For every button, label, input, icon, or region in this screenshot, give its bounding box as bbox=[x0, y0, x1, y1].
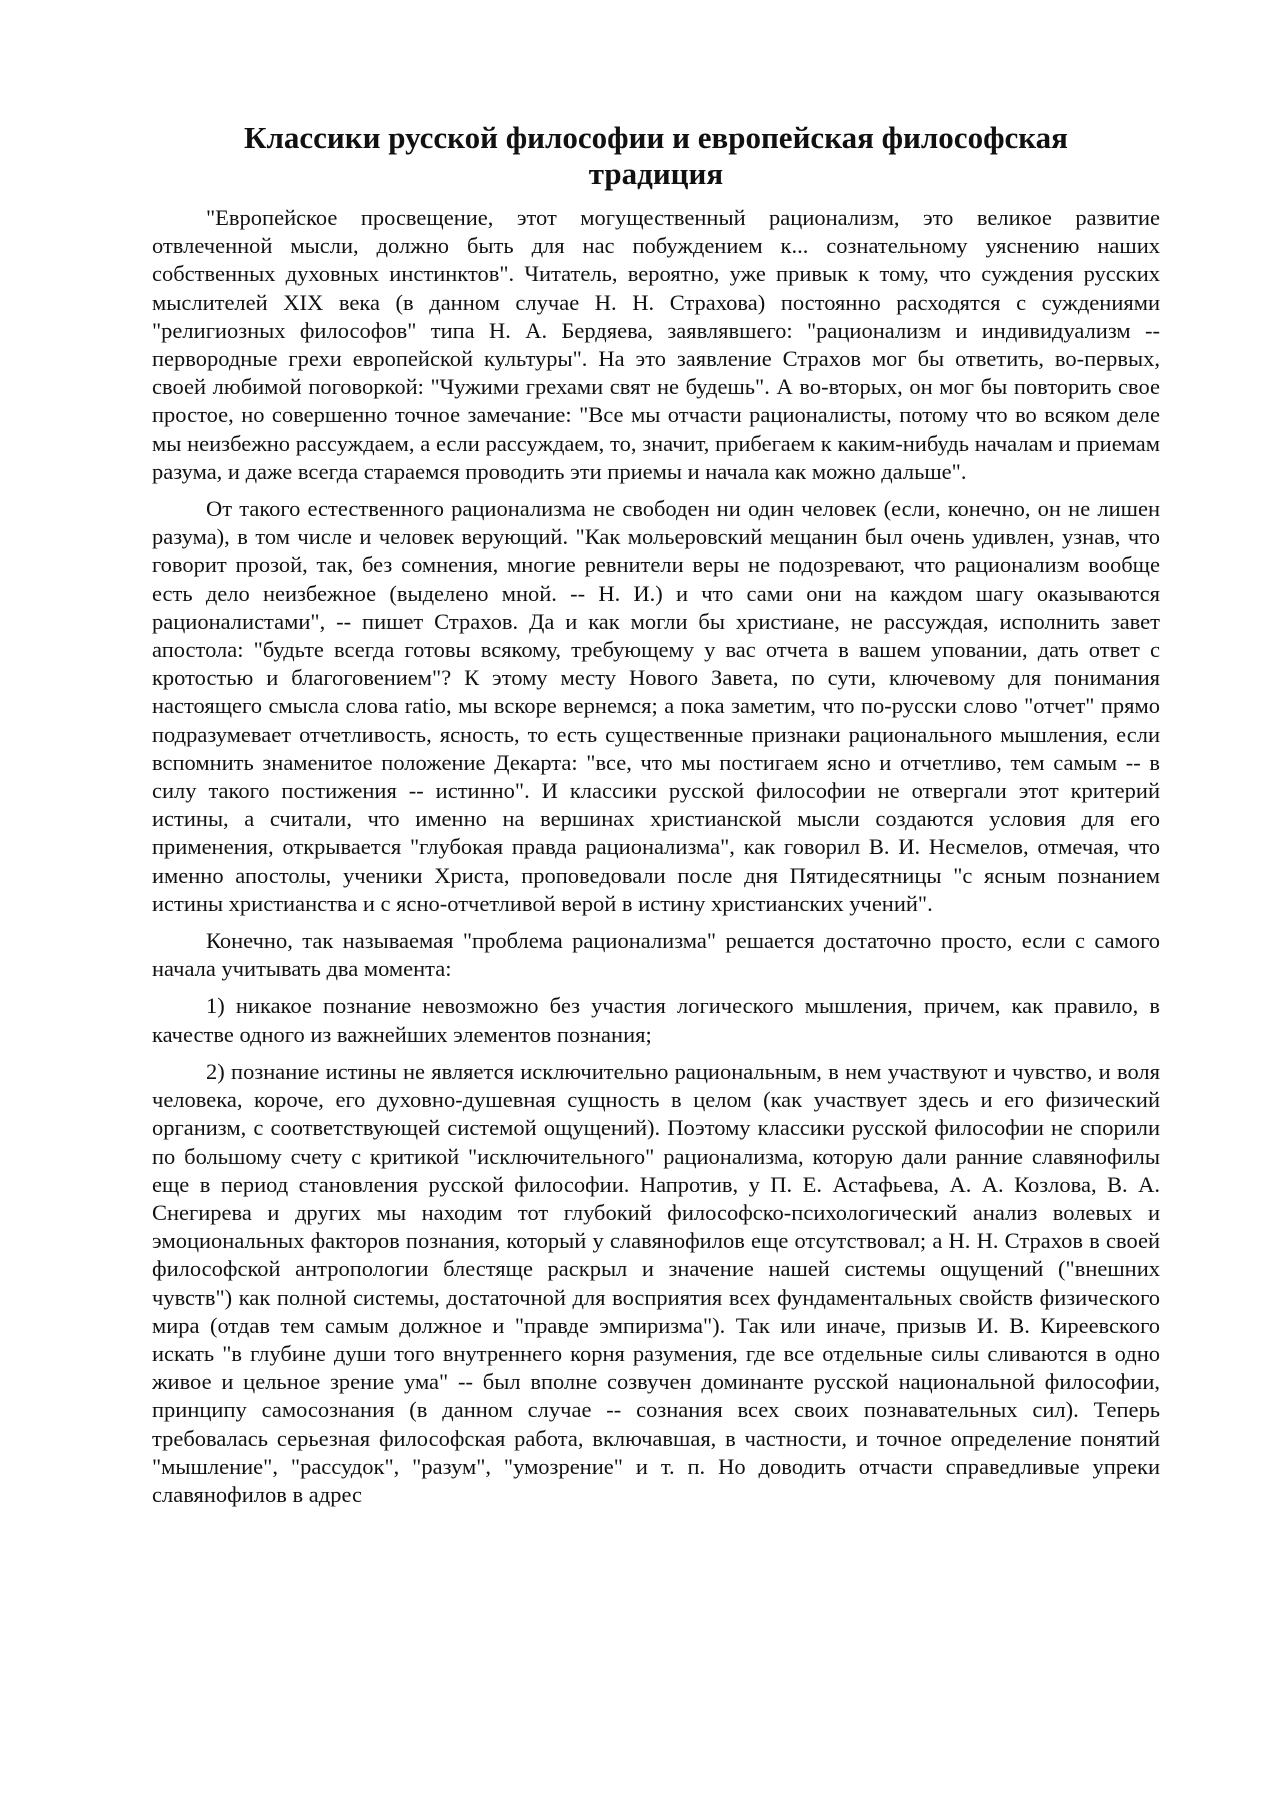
document-page bbox=[152, 120, 1160, 1518]
document-title: Классики русской философии и европейская философская традиция bbox=[244, 120, 1068, 191]
paragraph-1: "Европейское просвещение, этот могущественный рационализм, это великое развитие отвлеченной мысли, должно быть для нас побуждением к... сознательному уяснению наших собственных духовных инстинктов". Читатель, вероятно, уже привык к тому, что суждения русских мыслителей XIX века (в данном случае Н. Н. Страхова) постоянно расходятся с суждениями "религиозных философов" типа Н. А. Бердяева, заявлявшего: "рационализм и индивидуализм -- первородные грехи европейской культуры". На это заявление Страхов мог бы ответить, во-первых, своей любимой поговоркой: "Чужими грехами свят не будешь". А во-вторых, он мог бы повторить свое простое, но совершенно точное замечание: "Все мы отчасти рационалисты, потому что во всяком деле мы неизбежно рассуждаем, а если рассуждаем, то, значит, прибегаем к каким-нибудь началам и приемам разума, и даже всегда стараемся проводить эти приемы и начала как можно дальше". bbox=[152, 205, 1160, 484]
paragraph-5: 2) познание истины не является исключительно рациональным, в нем участвуют и чувство, и воля человека, короче, его духовно-душевная сущность в целом (как участвует здесь и его физический организм, с соответствующей системой ощущений). Поэтому классики русской философии не спорили по большому счету с критикой "исключительного" рационализма, которую дали ранние славянофилы еще в период становления русской философии. Напротив, у П. Е. Астафьева, А. А. Козлова, В. А. Снегирева и других мы находим тот глубокий философско-психологический анализ волевых и эмоциональных факторов познания, который у славянофилов еще отсутствовал; а Н. Н. Страхов в своей философской антропологии блестяще раскрыл и значение нашей системы ощущений ("внешних чувств") как полной системы, достаточной для восприятия всех фундаментальных свойств физического мира (отдав тем самым должное и "правде эмпиризма"). Так или иначе, призыв И. В. Киреевского искать "в глубине души того внутреннего корня разумения, где все отдельные силы сливаются в одно живое и цельное зрение ума" -- был вполне созвучен доминанте русской национальной философии, принципу самосознания (в данном случае -- сознания всех своих познавательных сил). Теперь требовалась серьезная философская работа, включавшая, в частности, и точное определение понятий "мышление", "рассудок", "разум", "умозрение" и т. п. Но доводить отчасти справедливые упреки славянофилов в адрес bbox=[152, 1058, 1160, 1507]
paragraph-3: Конечно, так называемая "проблема рационализма" решается достаточно просто, если с самого начала учитывать два момента: bbox=[152, 928, 1160, 982]
paragraph-4: 1) никакое познание невозможно без участия логического мышления, причем, как правило, в качестве одного из важнейших элементов познания; bbox=[152, 993, 1160, 1047]
paragraph-2: От такого естественного рационализма не свободен ни один человек (если, конечно, он не лишен разума), в том числе и человек верующий. "Как мольеровский мещанин был очень удивлен, узнав, что говорит прозой, так, без сомнения, многие ревнители веры не подозревают, что рационализм вообще есть дело неизбежное (выделено мной. -- Н. И.) и что сами они на каждом шагу оказываются рационалистами", -- пишет Страхов. Да и как могли бы христиане, не рассуждая, исполнить завет апостола: "будьте всегда готовы всякому, требующему у вас отчета в вашем уповании, дать ответ с кротостью и благоговением"? К этому месту Нового Завета, по сути, ключевому для понимания настоящего смысла слова ratio, мы вскоре вернемся; а пока заметим, что по-русски слово "отчет" прямо подразумевает отчетливость, ясность, то есть существенные признаки рационального мышления, если вспомнить знаменитое положение Декарта: "все, что мы постигаем ясно и отчетливо, тем самым -- в силу такого постижения -- истинно". И классики русской философии не отвергали этот критерий истины, а считали, что именно на вершинах христианской мысли создаются условия для его применения, открывается "глубокая правда рационализма", как говорил В. И. Несмелов, отмечая, что именно апостолы, ученики Христа, проповедовали после дня Пятидесятницы "с ясным познанием истины христианства и с ясно-отчетливой верой в истину христианских учений". bbox=[152, 496, 1160, 916]
